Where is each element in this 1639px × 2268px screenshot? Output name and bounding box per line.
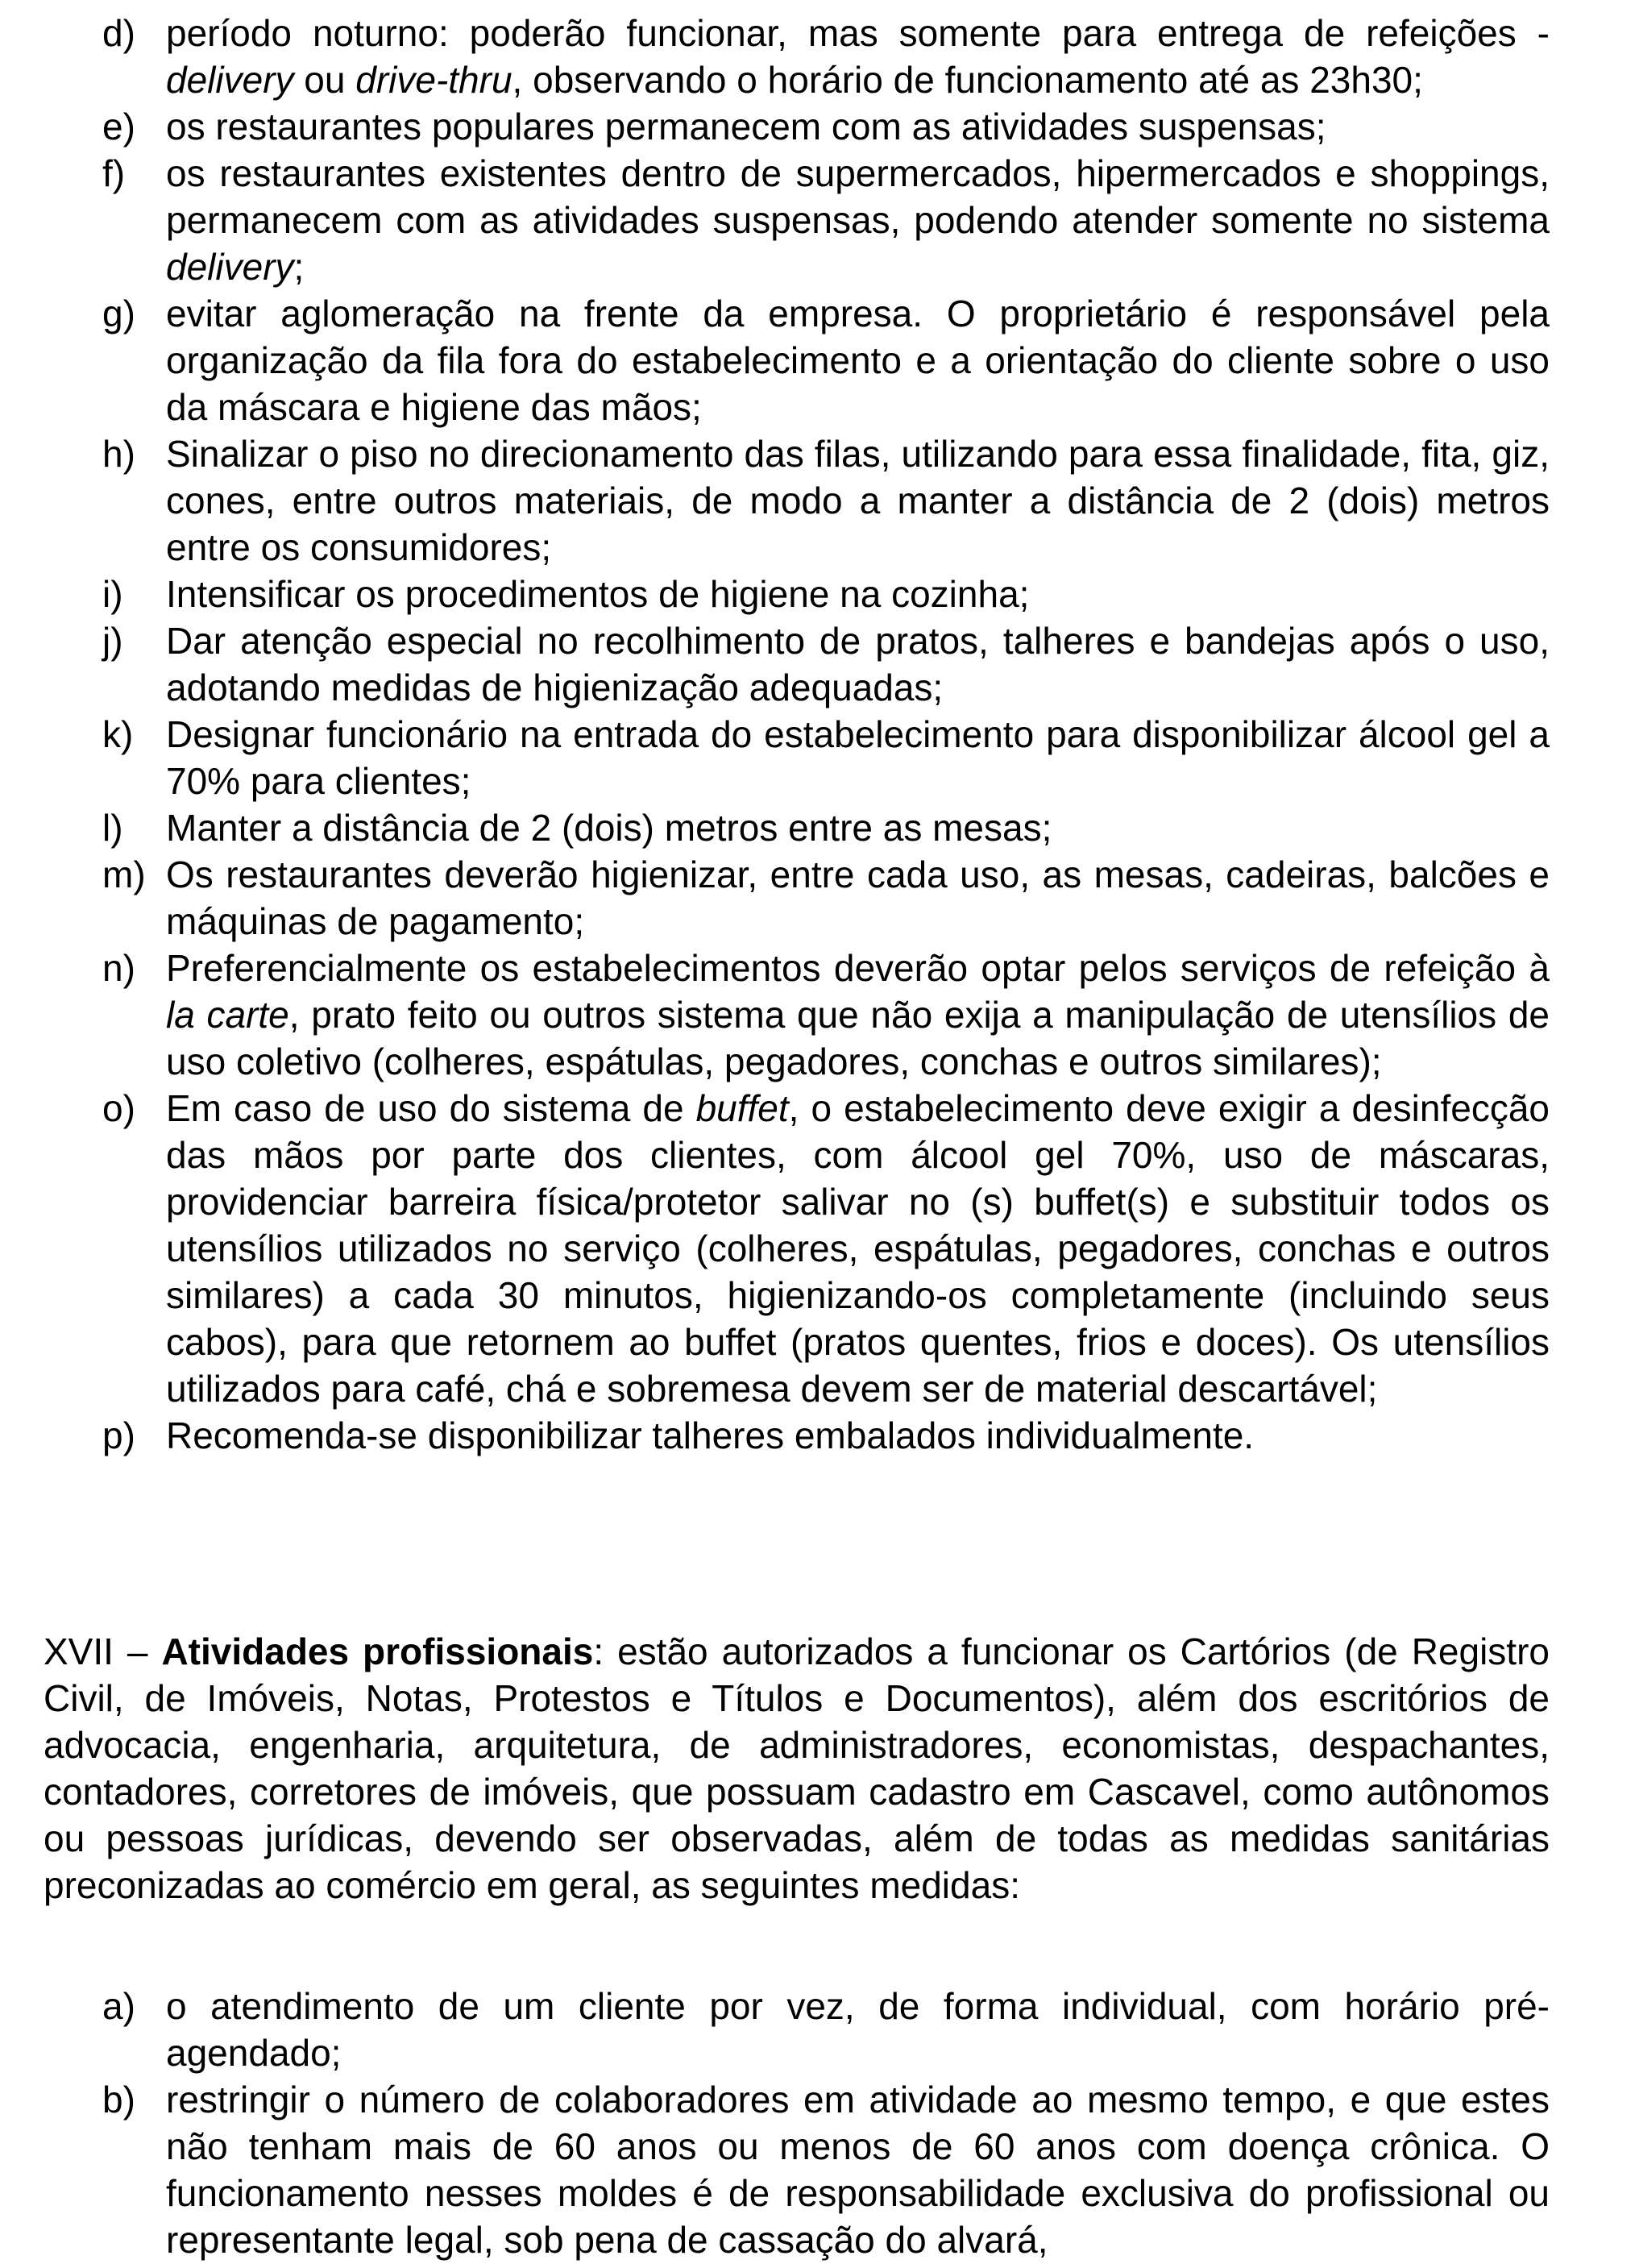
list-item [0,1983,1639,2076]
list-item [0,1085,1639,1412]
section-xvii-paragraph [44,1628,1550,1909]
list-item [0,430,1639,571]
list-item [0,711,1639,804]
list-item-text [166,2076,1550,2263]
text-run: Recomenda-se disponibilizar talheres embalados individualmente. [166,1414,1255,1456]
restaurant-measures-list [0,10,1639,1459]
italic-term: drive-thru [355,59,512,101]
text-run: , prato feito ou outros sistema que não exija a manipulação de utensílios de uso coletivo (colheres, espátulas, pegadores, conchas e outros similares); [166,994,1550,1082]
italic-term: delivery [166,246,294,288]
list-item-marker: h) [102,433,135,475]
text-run: Dar atenção especial no recolhimento de pratos, talheres e bandejas após o uso, adotando medidas de higienização adequadas; [166,620,1550,708]
list-item-text [166,10,1550,103]
list-item [0,945,1639,1085]
list-item-text [166,851,1550,945]
list-item [0,571,1639,617]
list-item-text [166,150,1550,290]
text-run: Em caso de uso do sistema de [166,1087,696,1129]
professional-measures-list [0,1983,1639,2263]
list-item-marker: p) [102,1414,135,1456]
list-item-marker: k) [102,713,134,755]
list-item-text [166,804,1550,851]
list-item-marker: d) [102,12,135,54]
list-item [0,804,1639,851]
list-item-marker: o) [102,1087,135,1129]
list-item [0,103,1639,150]
text-run: os restaurantes populares permanecem com as atividades suspensas; [166,106,1326,147]
list-item-marker: i) [102,573,123,615]
list-item [0,2076,1639,2263]
list-item-marker: f) [102,152,126,194]
list-item [0,290,1639,430]
list-item [0,1412,1639,1459]
text-run: período noturno: poderão funcionar, mas somente para entrega de refeições - [166,12,1550,54]
list-item [0,10,1639,103]
italic-term: la carte [166,994,289,1036]
list-item [0,851,1639,945]
list-item [0,150,1639,290]
text-run: restringir o número de colaboradores em atividade ao mesmo tempo, e que estes não tenham mais de 60 anos ou menos de 60 anos com doença crônica. O funcionamento nesses moldes é de responsabilidade exclusiva do profissional ou representante legal, sob pena de cassação do alvará, [166,2079,1550,2261]
section-number: XVII – [44,1630,162,1672]
text-run: Manter a distância de 2 (dois) metros entre as mesas; [166,807,1052,849]
list-item-text [166,430,1550,571]
list-item-marker: n) [102,947,135,989]
italic-term: buffet [695,1087,789,1129]
list-item-text [166,1412,1550,1459]
text-run: ; [293,246,305,288]
section-body: : estão autorizados a funcionar os Cartórios (de Registro Civil, de Imóveis, Notas, Protestos e Títulos e Documentos), além dos escritórios de advocacia, engenharia, arquitetura, de administradores, economistas, despachantes, contadores, corretores de imóveis, que possuam cadastro em Cascavel, como autônomos ou pessoas jurídicas, devendo ser observadas, além de todas as medidas sanitárias preconizadas ao comércio em geral, as seguintes medidas: [44,1630,1550,1906]
list-item-marker: e) [102,106,135,147]
list-item-marker: a) [102,1985,135,2027]
list-item-text [166,571,1550,617]
text-run: ou [293,59,356,101]
text-run: o atendimento de um cliente por vez, de forma individual, com horário pré-agendado; [166,1985,1550,2074]
text-run: Sinalizar o piso no direcionamento das filas, utilizando para essa finalidade, fita, giz, cones, entre outros materiais, de modo a manter a distância de 2 (dois) metros entre os consumidores; [166,433,1550,568]
text-run: , o estabelecimento deve exigir a desinfecção das mãos por parte dos clientes, com álcool gel 70%, uso de máscaras, providenciar barreira física/protetor salivar no (s) buffet(s) e substituir todos os utensílios utilizados no serviço (colheres, espátulas, pegadores, conchas e outros similares) a cada 30 minutos, higienizando-os completamente (incluindo seus cabos), para que retornem ao buffet (pratos quentes, frios e doces). Os utensílios utilizados para café, chá e sobremesa devem ser de material descartável; [166,1087,1550,1410]
list-item-marker: l) [102,807,123,849]
text-run: Intensificar os procedimentos de higiene na cozinha; [166,573,1030,615]
list-item-text [166,617,1550,711]
list-item-text [166,945,1550,1085]
list-item [0,617,1639,711]
list-item-text [166,1983,1550,2076]
section-heading: Atividades profissionais [161,1630,594,1672]
text-run: evitar aglomeração na frente da empresa. O proprietário é responsável pela organização da fila fora do estabelecimento e a orientação do cliente sobre o uso da máscara e higiene das mãos; [166,293,1550,428]
text-run: os restaurantes existentes dentro de supermercados, hipermercados e shoppings, permanecem com as atividades suspensas, podendo atender somente no sistema [166,152,1550,241]
text-run: Os restaurantes deverão higienizar, entre cada uso, as mesas, cadeiras, balcões e máquinas de pagamento; [166,854,1550,942]
italic-term: delivery [166,59,294,101]
list-item-marker: m) [102,854,146,895]
text-run: Designar funcionário na entrada do estabelecimento para disponibilizar álcool gel a 70% para clientes; [166,713,1550,802]
list-item-marker: g) [102,293,135,334]
list-item-text [166,290,1550,430]
list-item-text [166,711,1550,804]
list-item-text [166,1085,1550,1412]
list-item-text [166,103,1550,150]
text-run: , observando o horário de funcionamento até as 23h30; [512,59,1423,101]
list-item-marker: j) [102,620,123,662]
list-item-marker: b) [102,2079,135,2121]
text-run: Preferencialmente os estabelecimentos deverão optar pelos serviços de refeição à [166,947,1550,989]
